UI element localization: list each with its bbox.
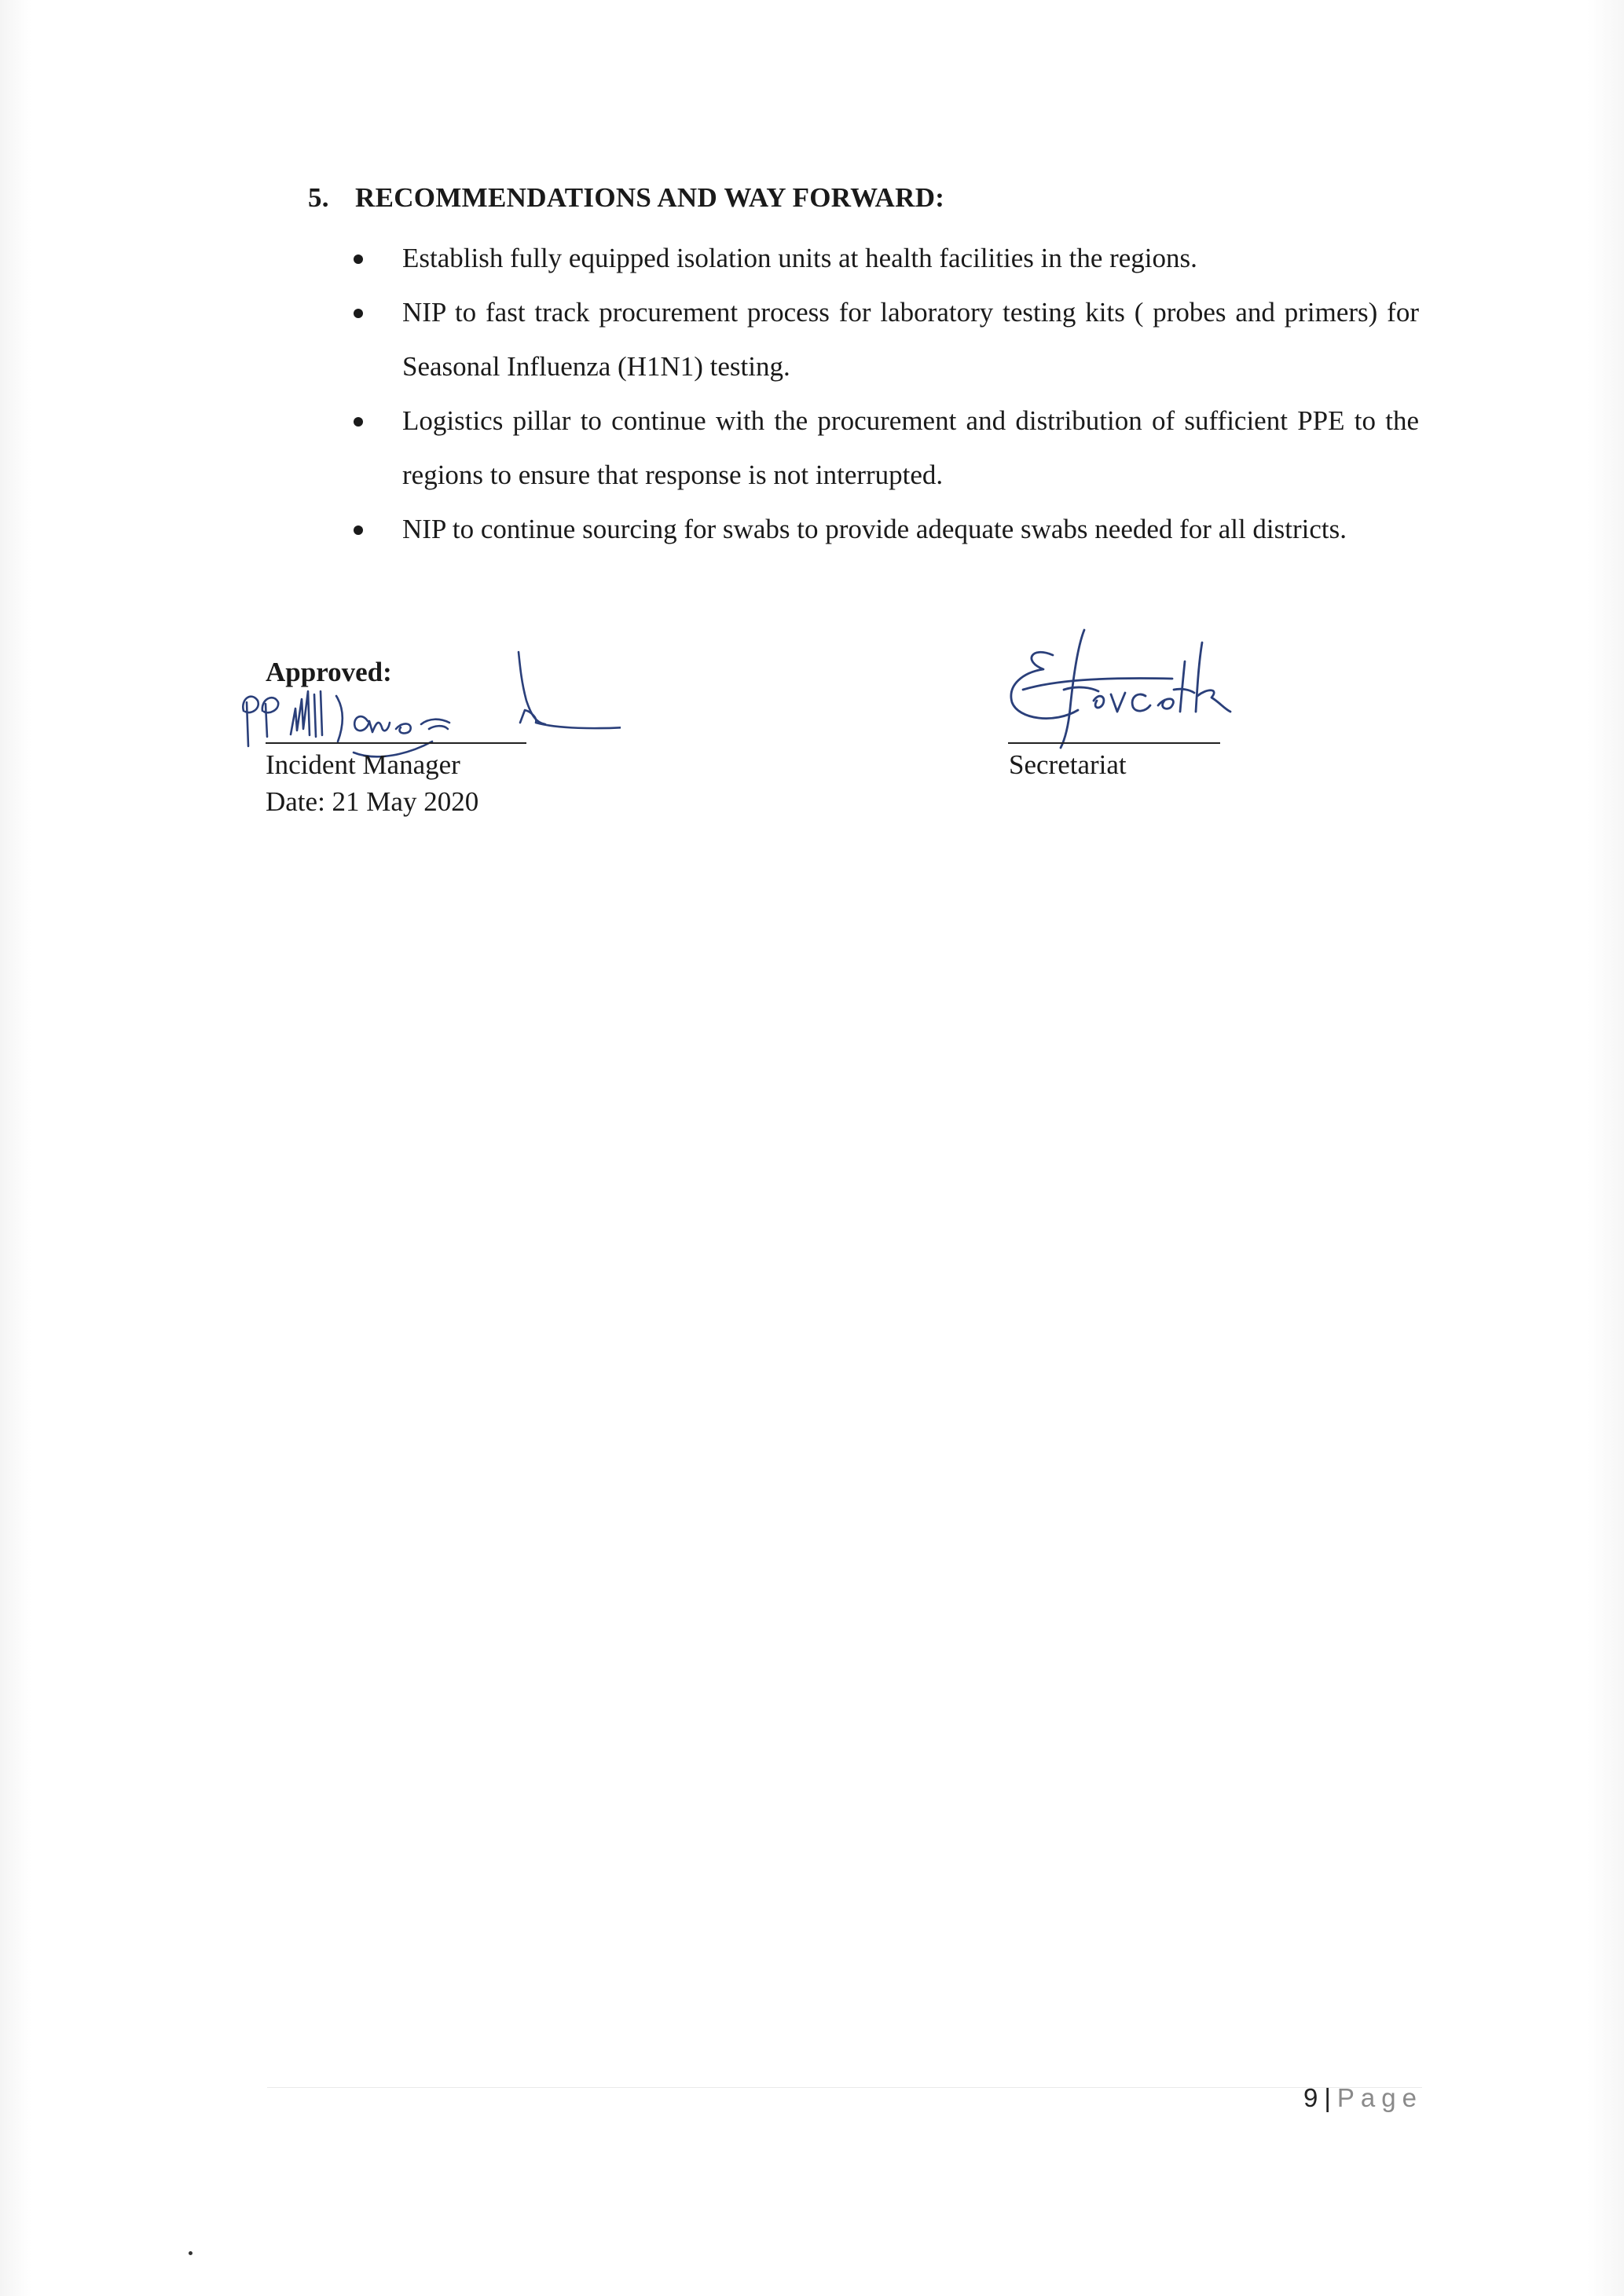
list-item — [354, 231, 1419, 285]
recommendation-text: Establish fully equipped isolation units at health facilities in the regions. — [402, 243, 1197, 273]
recommendation-text: Logistics pillar to continue with the procurement and distribution of sufficient PPE to the regions to ensure that response is not interrupted. — [402, 405, 1419, 490]
list-item — [354, 502, 1419, 556]
recommendation-text: NIP to fast track procurement process for laboratory testing kits ( probes and primers) for Seasonal Influenza (H1N1) testing. — [402, 297, 1419, 382]
bullet-icon — [354, 417, 363, 427]
approval-date: Date: 21 May 2020 — [266, 786, 479, 817]
secretariat-label: Secretariat — [1009, 749, 1127, 780]
bullet-icon — [354, 309, 363, 318]
footer-divider — [267, 2087, 1422, 2088]
page-word: Page — [1336, 2083, 1423, 2112]
incident-manager-label: Incident Manager — [266, 749, 460, 780]
section-title: RECOMMENDATIONS AND WAY FORWARD: — [355, 182, 945, 213]
list-item — [354, 394, 1419, 502]
scan-speck — [189, 2251, 192, 2255]
bullet-icon — [354, 255, 363, 264]
page-number-separator: | — [1324, 2083, 1331, 2112]
list-item — [354, 285, 1419, 394]
recommendations-list — [354, 231, 1419, 556]
page-number-value: 9 — [1303, 2083, 1318, 2112]
approved-label: Approved: — [266, 657, 392, 687]
signature-line — [1008, 742, 1220, 744]
bullet-icon — [354, 525, 363, 535]
page-number — [1303, 2083, 1423, 2113]
signature-line — [266, 742, 526, 744]
recommendation-text: NIP to continue sourcing for swabs to provide adequate swabs needed for all districts. — [402, 514, 1347, 544]
section-number: 5. — [308, 182, 329, 213]
section-heading — [308, 182, 944, 214]
